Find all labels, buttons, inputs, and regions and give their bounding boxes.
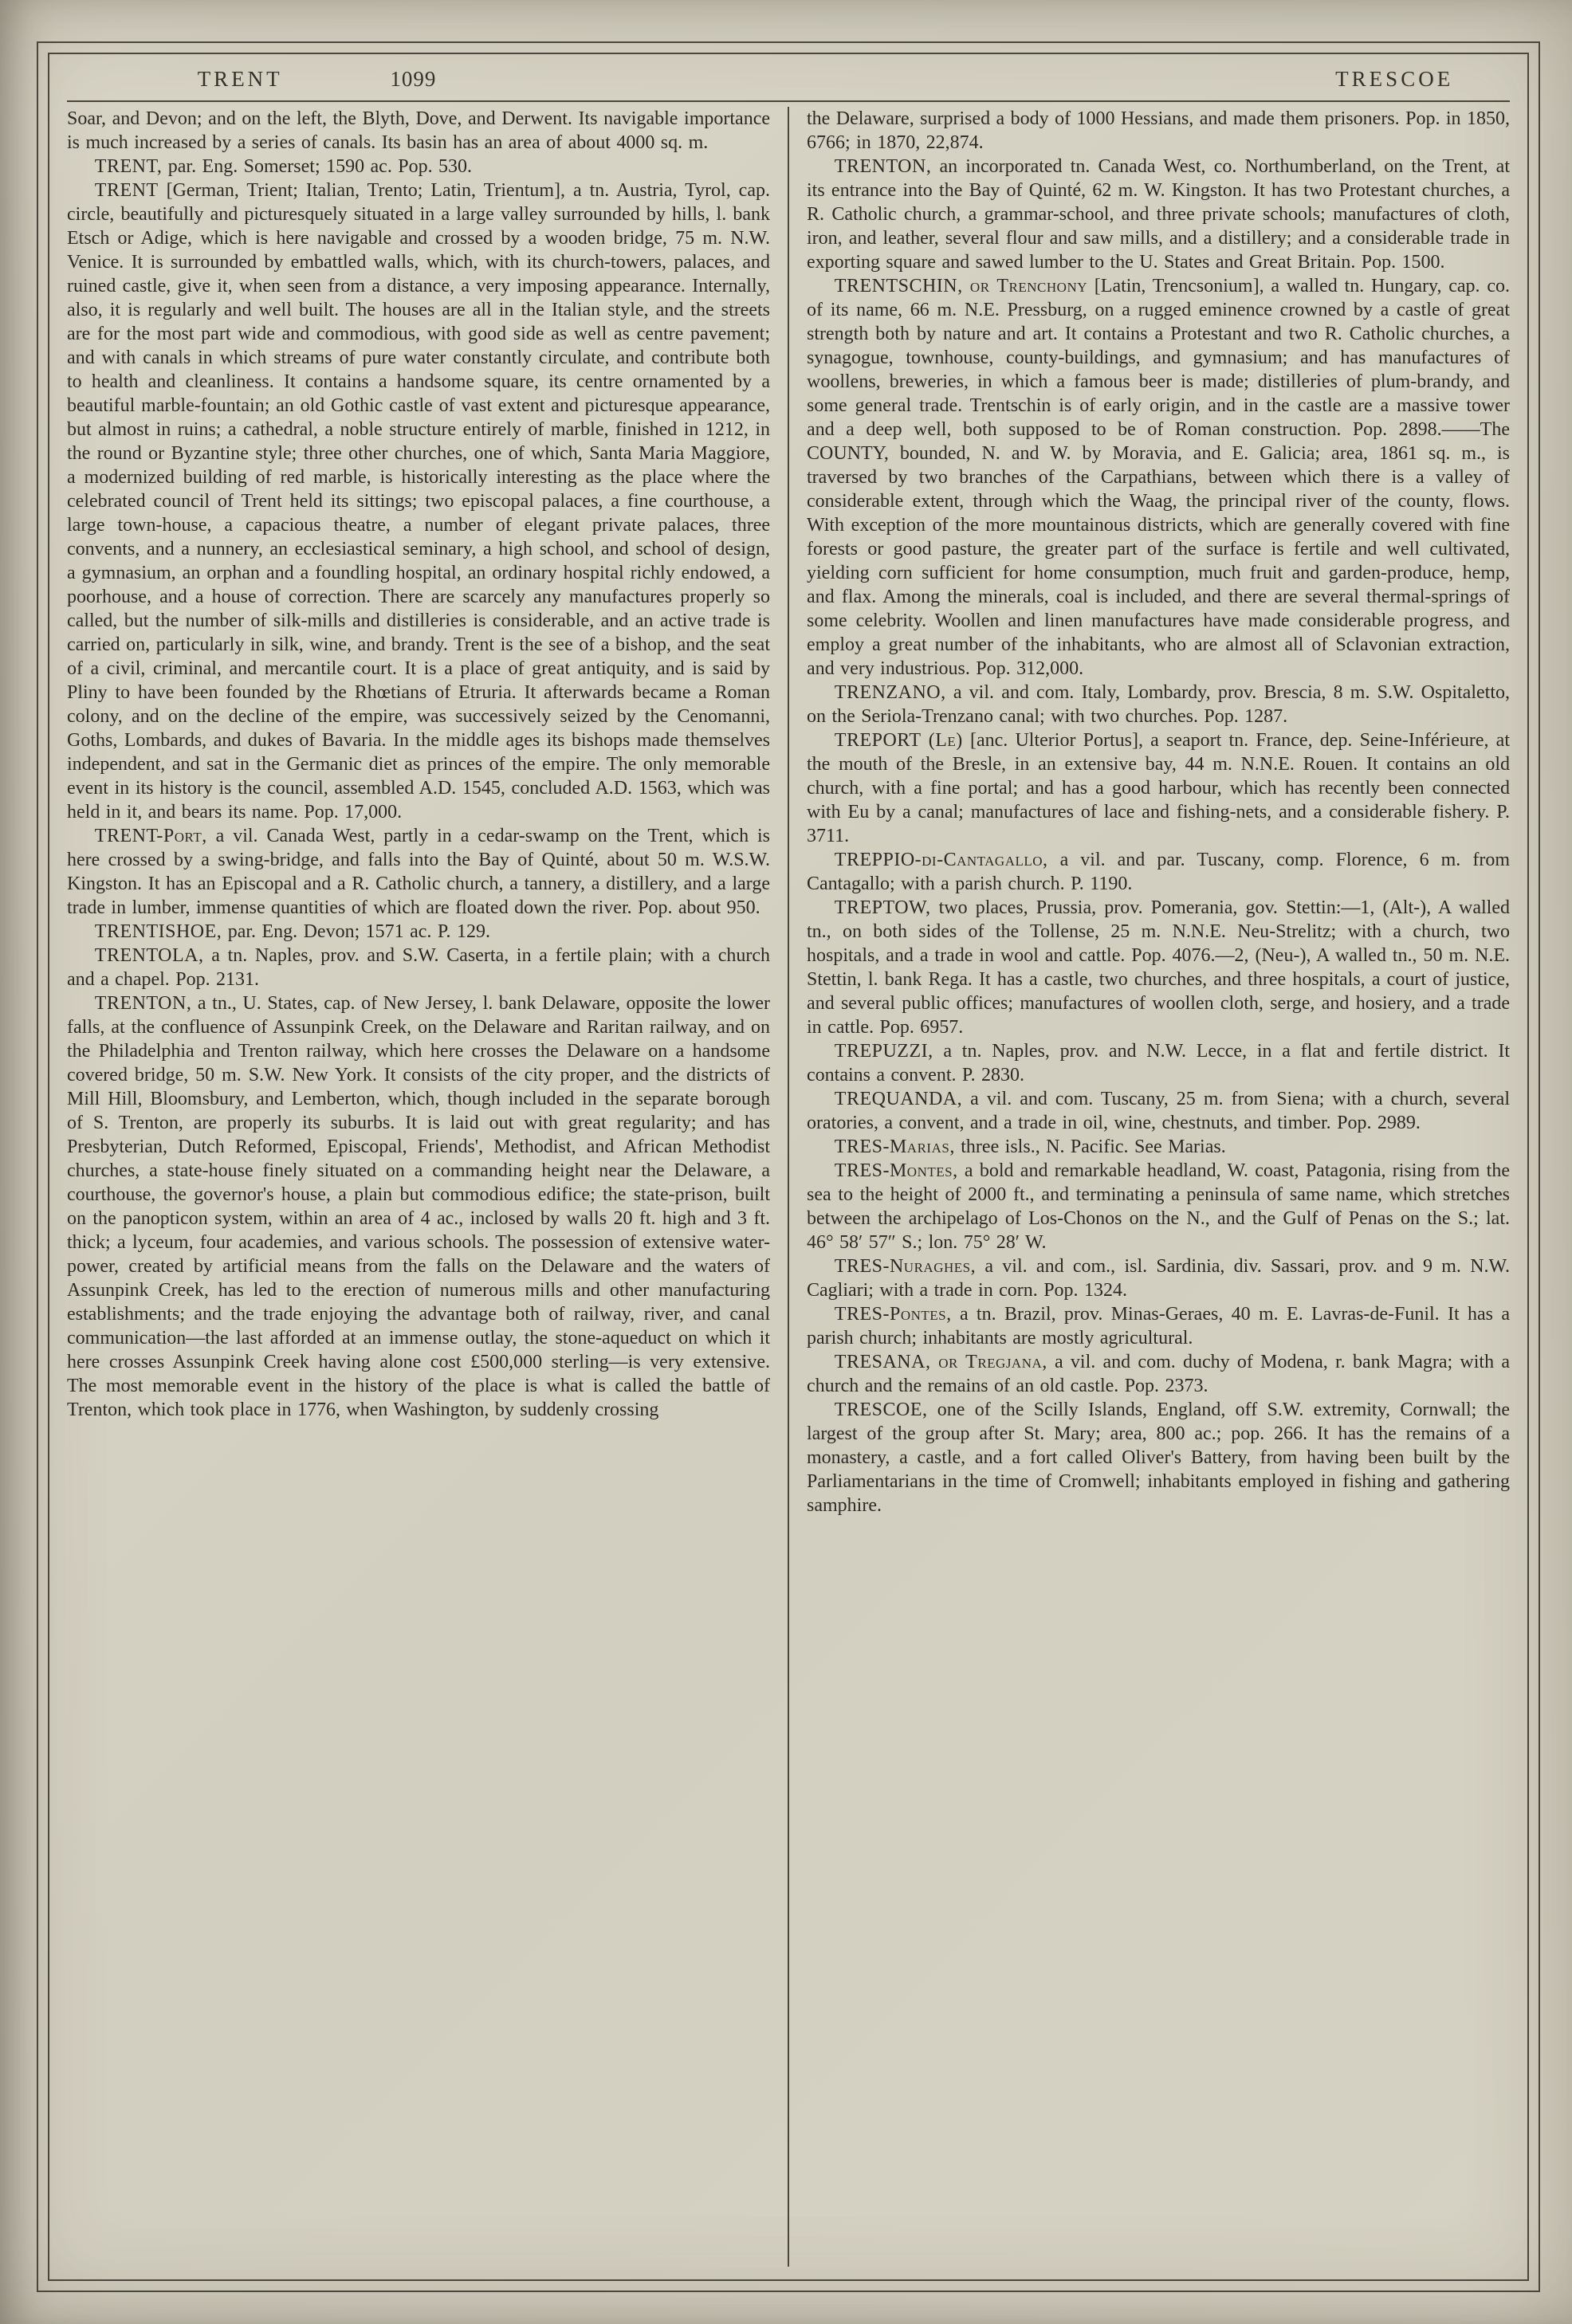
entry-paragraph	[807, 681, 1510, 728]
entry-term: TRENT	[94, 180, 159, 201]
entry-paragraph	[807, 896, 1510, 1039]
entry-paragraph	[807, 274, 1510, 681]
entry-term: TRENT-Port,	[94, 826, 207, 846]
entry-paragraph	[807, 1159, 1510, 1254]
entry-paragraph	[807, 155, 1510, 274]
entry-paragraph	[807, 1135, 1510, 1159]
entry-text: par. Eng. Devon; 1571 ac. P. 129.	[222, 921, 490, 942]
entry-text: [Latin, Trencsonium], a walled tn. Hungary, cap. co. of its name, 66 m. N.E. Pressburg, on a rugged eminence crowned by a castle of great strength both by nature and art. It contains a Protestant and two R. Catholic churches, a synagogue, townhouse, county-buildings, and gymnasium; and has manufactures of woollens, breweries, in which a famous beer is made; distilleries of plum-brandy, and some general trade. Trentschin is of early origin, and in the castle are a massive tower and a deep well, both supposed to be of Roman construction. Pop. 2898.——The COUNTY, bounded, N. and W. by Moravia, and E. Galicia; area, 1861 sq. m., is traversed by two branches of the Carpathians, between which there is a valley of considerable extent, through which the Waag, the principal river of the county, flows. With exception of the more mountainous districts, which are generally covered with fine forests or good pasture, the greater part of the surface is fertile and well cultivated, yielding corn sufficient for home consumption, much fruit and garden-produce, hemp, and flax. Among the minerals, coal is included, and there are several thermal-springs of some celebrity. Woollen and linen manufactures have made considerable progress, and employ a great number of the inhabitants, who are almost all of Sclavonian extraction, and very industrious. Pop. 312,000.	[807, 276, 1510, 679]
entry-text: [anc. Ulterior Portus], a seaport tn. France, dep. Seine-Inférieure, at the mouth of the Bresle, in an extensive bay, 44 m. N.N.E. Rouen. It contains an old church, with a fine portal; and has a good harbour, which has recently been connected with Eu by a canal; manufactures of lace and fishing-nets, and a considerable fishery. P. 3711.	[807, 730, 1510, 846]
page-frame-inner	[48, 53, 1529, 2281]
entry-term: TRES-Montes,	[834, 1160, 958, 1181]
entry-text: three isls., N. Pacific. See Marias.	[954, 1136, 1226, 1157]
entry-paragraph	[67, 944, 770, 991]
running-head-left: TRENT	[197, 67, 283, 91]
entry-paragraph	[67, 991, 770, 1422]
entry-term: TREPUZZI,	[834, 1041, 933, 1062]
right-column	[789, 107, 1510, 2267]
entry-text: an incorporated tn. Canada West, co. Northumberland, on the Trent, at its entrance into the Bay of Quinté, 62 m. W. Kingston. It has two Protestant churches, a R. Catholic church, a grammar-school, and three private schools; manufactures of cloth, iron, and leather, several flour and saw mills, and a distillery; and a considerable trade in exporting square and sawed lumber to the U. States and Great Britain. Pop. 1500.	[807, 156, 1510, 273]
entry-text: a vil. and com. Tuscany, 25 m. from Siena; with a church, several oratories, a convent, and a trade in oil, wine, chestnuts, and timber. Pop. 2989.	[807, 1089, 1510, 1133]
header-rule	[67, 100, 1510, 102]
entry-text: Soar, and Devon; and on the left, the Blyth, Dove, and Derwent. Its navigable importance is much increased by a series of canals. Its basin has an area of about 4000 sq. m.	[67, 108, 770, 153]
entry-text: one of the Scilly Islands, England, off S.W. extremity, Cornwall; the largest of the group after St. Mary; area, 800 ac.; pop. 266. It has the remains of a monastery, a castle, and a fort called Oliver's Battery, from having been built by the Parliamentarians in the time of Cromwell; inhabitants employed in fishing and gathering samphire.	[807, 1400, 1510, 1516]
entry-text: a tn. Brazil, prov. Minas-Geraes, 40 m. E. Lavras-de-Funil. It has a parish church; inhabitants are mostly agricultural.	[807, 1304, 1510, 1348]
entry-paragraph	[807, 1254, 1510, 1302]
entry-text: a tn. Naples, prov. and N.W. Lecce, in a flat and fertile district. It contains a convent. P. 2830.	[807, 1041, 1510, 1085]
entry-paragraph	[67, 179, 770, 824]
entry-paragraph	[67, 824, 770, 920]
entry-text: [German, Trient; Italian, Trento; Latin, Trientum], a tn. Austria, Tyrol, cap. circle, beautifully and picturesquely situated in a large valley surrounded by hills, l. bank Etsch or Adige, which is here navigable and crossed by a wooden bridge, 75 m. N.W. Venice. It is surrounded by embattled walls, which, with its church-towers, palaces, and ruined castle, give it, when seen from a distance, a very imposing appearance. Internally, also, it is regularly and well built. The houses are all in the Italian style, and the streets are for the most part wide and commodious, with good side as well as centre pavement; and with canals in which streams of pure water constantly circulate, and contribute both to health and cleanliness. It contains a handsome square, its centre ornamented by a beautiful marble-fountain; an old Gothic castle of vast extent and picturesque appearance, but almost in ruins; a cathedral, a noble structure entirely of marble, finished in 1212, in the round or Byzantine style; three other churches, one of which, Santa Maria Maggiore, a modernized building of red marble, is historically interesting as the place where the celebrated council of Trent held its sittings; two episcopal palaces, a fine courthouse, a large town-house, a capacious theatre, a number of elegant private palaces, three convents, and a nunnery, an ecclesiastical seminary, a high school, and school of design, a gymnasium, an orphan and a foundling hospital, an ordinary hospital richly endowed, a poorhouse, and a house of correction. There are scarcely any manufactures properly so called, but the number of silk-mills and distilleries is considerable, and an active trade is carried on, particularly in silk, wine, and brandy. Trent is the see of a bishop, and the seat of a civil, criminal, and mercantile court. It is a place of great antiquity, and is said by Pliny to have been founded by the Rhœtians of Etruria. It afterwards became a Roman colony, and on the decline of the empire, was successively seized by the Cenomanni, Goths, Lombards, and dukes of Bavaria. In the middle ages its bishops made themselves independent, and sat in the Germanic diet as princes of the empire. The only memorable event in its history is the council, assembled A.D. 1545, concluded A.D. 1563, which was held in it, and bears its name. Pop. 17,000.	[67, 180, 770, 822]
entry-text: a vil. and com. Italy, Lombardy, prov. Brescia, 8 m. S.W. Ospitaletto, on the Seriola-Trenzano canal; with two churches. Pop. 1287.	[807, 682, 1510, 727]
entry-text: a vil. and com. duchy of Modena, r. bank Magra; with a church and the remains of an old castle. Pop. 2373.	[807, 1352, 1510, 1396]
entry-paragraph	[807, 1087, 1510, 1135]
entry-paragraph	[807, 1039, 1510, 1087]
entry-term: TRENTON,	[94, 993, 192, 1014]
entry-paragraph	[67, 107, 770, 155]
entry-term: TRENTISHOE,	[94, 921, 222, 942]
entry-text: a tn. Naples, prov. and S.W. Caserta, in a fertile plain; with a church and a chapel. Pop. 2131.	[67, 945, 770, 990]
entry-text: a bold and remarkable headland, W. coast, Patagonia, rising from the sea to the height of 2000 ft., and terminating a peninsula of same name, which stretches between the archipelago of Los-Chonos on the N., and the Gulf of Penas on the S.; lat. 46° 58′ 57″ S.; lon. 75° 28′ W.	[807, 1160, 1510, 1253]
entry-text: a tn., U. States, cap. of New Jersey, l. bank Delaware, opposite the lower falls, at the confluence of Assunpink Creek, on the Delaware and Raritan railway, and on the Philadelphia and Trenton railway, which here crosses the Delaware on a handsome covered bridge, 50 m. S.W. New York. It consists of the city proper, and the districts of Mill Hill, Bloomsbury, and Lemberton, which, though included in the separate borough of S. Trenton, are properly its suburbs. It is laid out with great regularity; and has Presbyterian, Dutch Reformed, Episcopal, Friends', Methodist, and African Methodist churches, a state-house finely situated on a commanding height near the Delaware, a courthouse, the governor's house, a plain but commodious edifice; the state-prison, built on the panopticon system, within an area of 4 ac., inclosed by walls 20 ft. high and 3 ft. thick; a lyceum, four academies, and various schools. The possession of extensive water-power, created by artificial means from the falls on the Delaware and the waters of Assunpink Creek, has led to the erection of numerous mills and other manufacturing establishments; and the trade enjoying the advantage both of railway, river, and canal communication—the last afforded at an immense outlay, the stone-aqueduct on which it here crosses Assunpink Creek having alone cost £500,000 sterling—is very extensive. The most memorable event in the history of the place is what is called the battle of Trenton, which took place in 1776, when Washington, by suddenly crossing	[67, 993, 770, 1420]
entry-text: a vil. and com., isl. Sardinia, div. Sassari, prov. and 9 m. N.W. Cagliari; with a trade in corn. Pop. 1324.	[807, 1256, 1510, 1301]
entry-term: TREPORT (Le)	[834, 730, 963, 751]
entry-text: a vil. and par. Tuscany, comp. Florence, 6 m. from Cantagallo; with a parish church. P. 1190.	[807, 850, 1510, 894]
entry-paragraph	[807, 1302, 1510, 1350]
entry-paragraph	[807, 848, 1510, 896]
entry-term: TRENTON,	[834, 156, 932, 177]
entry-text: the Delaware, surprised a body of 1000 Hessians, and made them prisoners. Pop. in 1850, 6766; in 1870, 22,874.	[807, 108, 1510, 153]
left-column	[67, 107, 788, 2267]
entry-term: TREPPIO-di-Cantagallo,	[834, 850, 1048, 870]
entry-term: TRES-Marias,	[834, 1136, 955, 1157]
page-number: 1099	[390, 67, 437, 91]
entry-term: TRENZANO,	[834, 682, 946, 703]
entry-term: TRESANA, or Tregjana,	[834, 1352, 1047, 1372]
entry-term: TRES-Pontes,	[834, 1304, 952, 1325]
entry-text: two places, Prussia, prov. Pomerania, gov. Stettin:—1, (Alt-), A walled tn., on both sides of the Tollense, 25 m. N.N.E. Neu-Strelitz; with a church, two hospitals, and a trade in wool and cattle. Pop. 4076.—2, (Neu-), A walled tn., 50 m. N.E. Stettin, l. bank Rega. It has a castle, two churches, and three hospitals, a court of justice, and several public offices; manufactures of woollen cloth, serge, and hosiery, and a trade in cattle. Pop. 6957.	[807, 897, 1510, 1038]
entry-paragraph	[807, 1398, 1510, 1517]
entry-paragraph	[807, 107, 1510, 155]
entry-term: TRES-Nuraghes,	[834, 1256, 977, 1277]
entry-paragraph	[807, 728, 1510, 848]
entry-term: TREPTOW,	[834, 897, 931, 918]
entry-paragraph	[67, 920, 770, 944]
page-frame-outer	[37, 41, 1540, 2292]
entry-text: par. Eng. Somerset; 1590 ac. Pop. 530.	[162, 156, 473, 177]
entry-term: TREQUANDA,	[834, 1089, 963, 1109]
entry-term: TRESCOE,	[834, 1400, 928, 1420]
running-head	[67, 59, 1510, 100]
entry-text: a vil. Canada West, partly in a cedar-swamp on the Trent, which is here crossed by a swing-bridge, and falls into the Bay of Quinté, about 50 m. W.S.W. Kingston. It has an Episcopal and a R. Catholic church, a tannery, a distillery, and a large trade in lumber, immense quantities of which are floated down the river. Pop. about 950.	[67, 826, 770, 918]
page-content	[67, 59, 1510, 2267]
text-columns	[67, 107, 1510, 2267]
entry-paragraph	[67, 155, 770, 179]
entry-term: TRENT,	[94, 156, 163, 177]
running-head-right: TRESCOE	[1335, 67, 1454, 91]
entry-paragraph	[807, 1350, 1510, 1398]
entry-term: TRENTSCHIN, or Trenchony	[834, 276, 1087, 296]
entry-term: TRENTOLA,	[94, 945, 204, 966]
